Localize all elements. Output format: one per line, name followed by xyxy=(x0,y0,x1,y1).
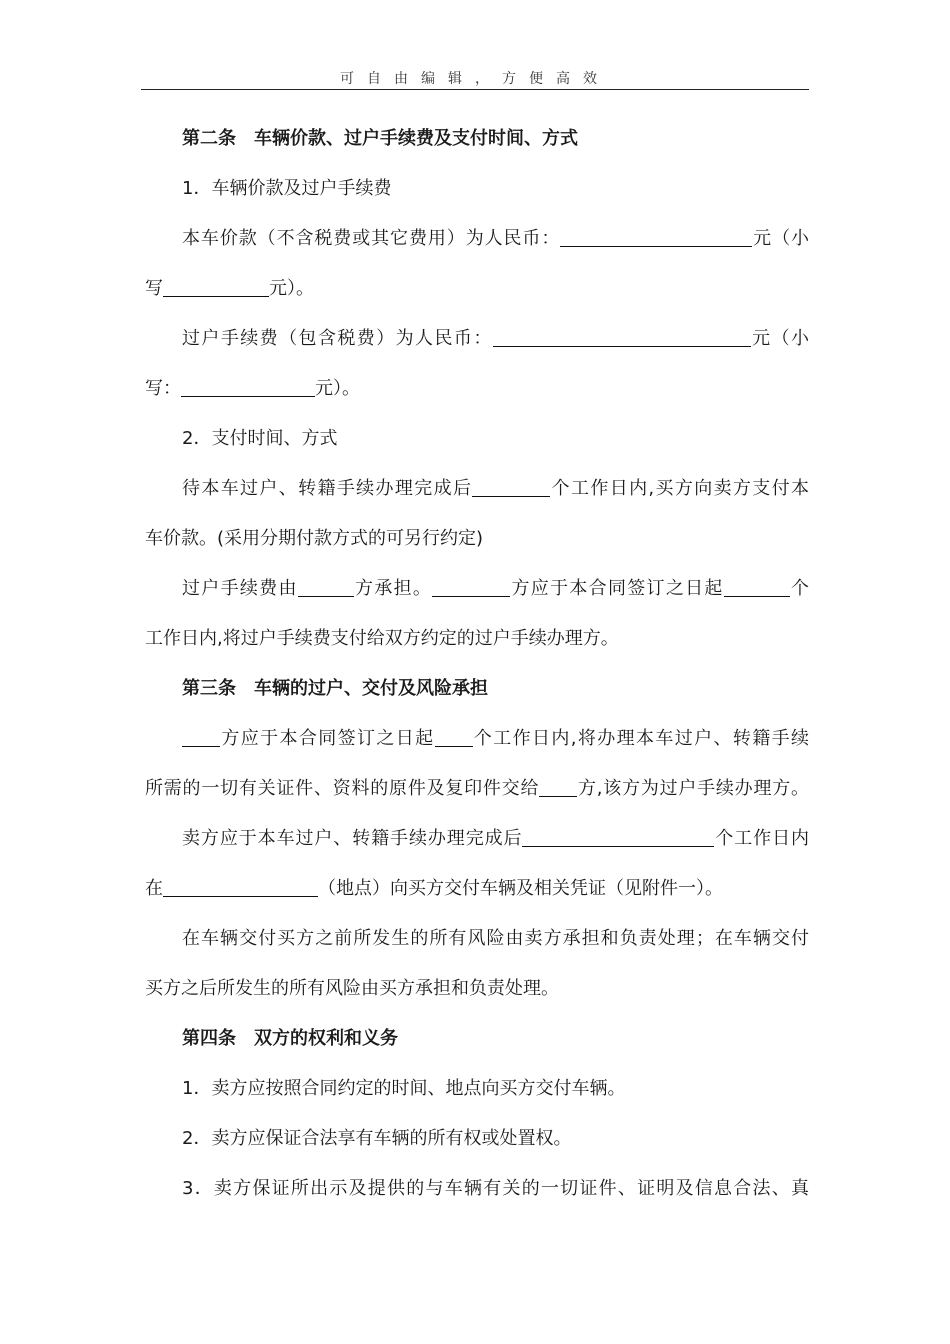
delivery-days-blank[interactable] xyxy=(522,826,714,847)
subsection-price-fee: 1．车辆价款及过户手续费 xyxy=(182,178,392,199)
fee-payer-text-c: 方应于本合同签订之日起 xyxy=(510,578,724,599)
fee-blank[interactable] xyxy=(493,326,751,347)
fee-payer-line-cont: 工作日内,将过户手续费支付给双方约定的过户手续办理方。 xyxy=(145,628,619,649)
price-line-cont xyxy=(145,276,809,302)
obligation-item-2: 2．卖方应保证合法享有车辆的所有权或处置权。 xyxy=(182,1128,572,1149)
payment-line xyxy=(182,476,809,502)
payment-text-a: 待本车过户、转籍手续办理完成后 xyxy=(182,478,473,499)
fee-line xyxy=(182,326,809,352)
fee-payer-text-a: 过户手续费由 xyxy=(182,578,298,599)
docs-days-blank[interactable] xyxy=(435,726,473,747)
fee-payer-text-b: 方承担。 xyxy=(353,578,433,599)
delivery-text-a: 卖方应于本车过户、转籍手续办理完成后 xyxy=(182,828,523,849)
delivery-location-blank[interactable] xyxy=(163,876,318,897)
obligation-item-3: 3．卖方保证所出示及提供的与车辆有关的一切证件、证明及信息合法、真 xyxy=(182,1178,809,1199)
fee-days-blank[interactable] xyxy=(724,576,790,597)
transfer-docs-text-b: 个工作日内,将办理本车过户、转籍手续 xyxy=(472,728,809,749)
page-header xyxy=(141,68,809,90)
price-small-blank[interactable] xyxy=(163,276,269,297)
payment-text-b: 个工作日内,买方向卖方支付本 xyxy=(550,478,809,499)
header-text: 可自由编辑，方便高效 xyxy=(340,71,610,87)
delivery-line-cont xyxy=(145,876,809,902)
transfer-docs-line xyxy=(182,726,809,752)
fee-line-cont xyxy=(145,376,809,402)
fee-unit: 元（小 xyxy=(750,328,810,349)
fee-small-blank[interactable] xyxy=(181,376,315,397)
fee-payer-line xyxy=(182,576,809,602)
payment-line-cont: 车价款。(采用分期付款方式的可另行约定) xyxy=(145,528,484,549)
price-unit: 元（小 xyxy=(752,228,810,249)
article-3-heading: 第三条 车辆的过户、交付及风险承担 xyxy=(182,678,488,699)
transfer-docs-line-cont xyxy=(145,776,809,802)
risk-line-cont: 买方之后所发生的所有风险由买方承担和负责处理。 xyxy=(145,978,559,999)
price-small-unit: 元）。 xyxy=(269,278,314,299)
obligation-item-1: 1．卖方应按照合同约定的时间、地点向买方交付车辆。 xyxy=(182,1078,626,1099)
price-line xyxy=(182,226,809,252)
transfer-docs-text-d: 方,该方为过户手续办理方。 xyxy=(577,778,809,799)
fee-party-blank[interactable] xyxy=(432,576,510,597)
price-blank[interactable] xyxy=(560,226,752,247)
fee-payer-text-d: 个 xyxy=(789,578,810,599)
delivery-text-c: 在 xyxy=(145,878,163,899)
price-small-label: 写 xyxy=(145,278,163,299)
delivery-line xyxy=(182,826,809,852)
transfer-docs-text-a: 方应于本合同签订之日起 xyxy=(220,728,435,749)
recipient-party-blank[interactable] xyxy=(539,776,577,797)
party-blank[interactable] xyxy=(182,726,220,747)
delivery-text-d: （地点）向买方交付车辆及相关凭证（见附件一）。 xyxy=(318,878,723,899)
fee-small-unit: 元）。 xyxy=(315,378,360,399)
fee-small-label: 写： xyxy=(145,378,181,399)
transfer-docs-text-c: 所需的一切有关证件、资料的原件及复印件交给 xyxy=(145,778,540,799)
risk-line: 在车辆交付买方之前所发生的所有风险由卖方承担和负责处理；在车辆交付 xyxy=(182,928,809,949)
article-4-heading: 第四条 双方的权利和义务 xyxy=(182,1028,398,1049)
payment-days-blank[interactable] xyxy=(472,476,550,497)
fee-payer-blank[interactable] xyxy=(298,576,354,597)
delivery-text-b: 个工作日内 xyxy=(714,828,810,849)
subsection-payment: 2．支付时间、方式 xyxy=(182,428,338,449)
price-label: 本车价款（不含税费或其它费用）为人民币： xyxy=(182,228,561,249)
fee-label: 过户手续费（包含税费）为人民币： xyxy=(182,328,493,349)
article-2-heading: 第二条 车辆价款、过户手续费及支付时间、方式 xyxy=(182,128,578,149)
